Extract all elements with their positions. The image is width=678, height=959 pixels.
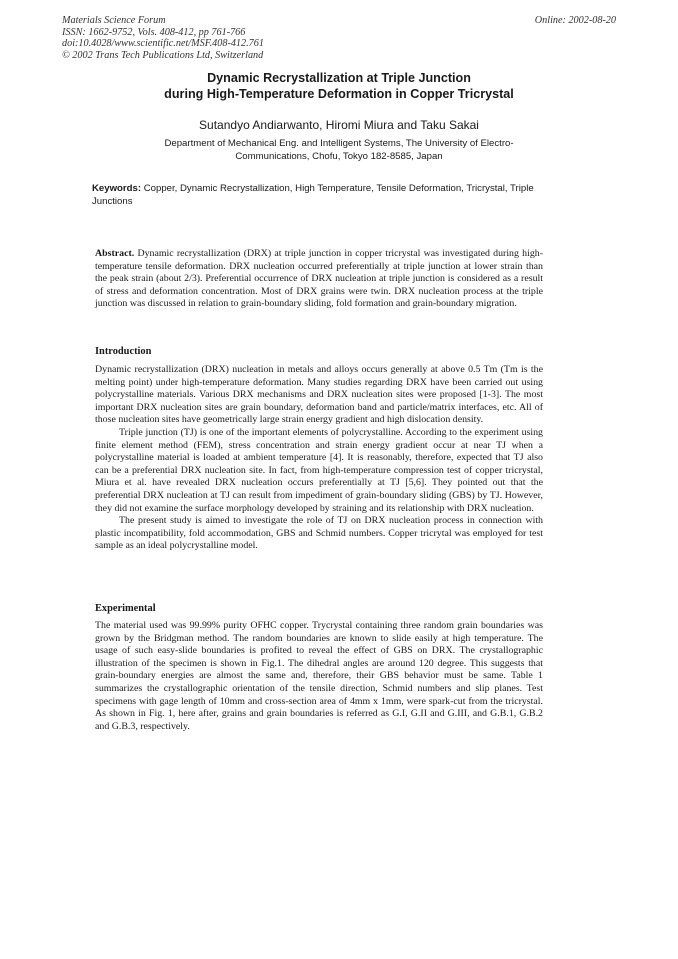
- intro-paragraph-3: The present study is aimed to investigate the role of TJ on DRX nucleation process in connection with plastic incompatibility, fold accommodation, GBS and Schmid numbers. Copper tricrytal was employed for test sample as an ideal polycrystalline model.: [95, 515, 543, 552]
- experimental-heading: Experimental: [95, 603, 156, 614]
- journal-info: [62, 15, 362, 61]
- keywords-label: Keywords:: [92, 183, 142, 194]
- journal-issn: ISSN: 1662-9752, Vols. 408-412, pp 761-766: [62, 26, 246, 38]
- abstract: [95, 248, 543, 311]
- affiliation-line-2: Communications, Chofu, Tokyo 182-8585, Japan: [235, 150, 443, 162]
- paper-authors: Sutandyo Andiarwanto, Hiromi Miura and Taku Sakai: [199, 118, 479, 132]
- abstract-label: Abstract.: [95, 248, 135, 259]
- intro-paragraph-2: Triple junction (TJ) is one of the important elements of polycrystalline. According to the experiment using finite element method (FEM), stress concentration and strain energy gradient occur at near TJ when a polycrystalline material is loaded at ambient temperature [4]. It is reasonably, therefore, expected that TJ also can be a preferential DRX nucleation site. In fact, from high-temperature compression test of copper tricrystal, Miura et al. have revealed DRX nucleation occurs preferentially at TJ [5,6]. They pointed out that the preferential DRX nucleation at TJ can result from impediment of grain-boundary sliding (GBS) by TJ. However, they did not examine the surface morphology developed by straining and its relationship with DRX nucleation.: [95, 426, 543, 514]
- affiliation-line-1: Department of Mechanical Eng. and Intelligent Systems, The University of Electro-: [164, 138, 514, 149]
- experimental-paragraph-1: The material used was 99.99% purity OFHC copper. Trycrystal containing three random grain boundaries was grown by the Bridgman method. The random boundaries are known to slide easily at high temperature. The usage of such easy-slide boundaries is profited to reveal the effect of GBS on DRX. The crystallographic illustration of the specimen is shown in Fig.1. The dihedral angles are around 120 degree. This suggests that grain-boundary energies are almost the same and, therefore, their GBS behavior must be same. Table 1 summarizes the crystallographic orientation of the tensile direction, Schmid numbers and slip planes. Test specimens with gage length of 10mm and cross-section area of 4mm x 1mm, were spark-cut from the tricrystal. As shown in Fig. 1, here after, grains and grain boundaries is referred as G.I, G.II and G.III, and G.B.1, G.B.2 and G.B.3, respectively.: [95, 620, 543, 732]
- title-line-2: during High-Temperature Deformation in Copper Tricrystal: [164, 87, 514, 101]
- intro-paragraph-1: Dynamic recrystallization (DRX) nucleation in metals and alloys occurs generally at above 0.5 Tm (Tm is the melting point) under high-temperature deformation. Many studies regarding DRX have been carried out using polycrystalline materials. Various DRX mechanisms and DRX nucleation sites were proposed [1-3]. The most important DRX nucleation sites are grain boundary, deformation band and particle/matrix interfaces, etc. All of those nucleation sites have geometrically large strain energy gradient and high dislocation density.: [95, 364, 543, 426]
- journal-copyright: © 2002 Trans Tech Publications Ltd, Switzerland: [62, 49, 264, 61]
- online-date: Online: 2002-08-20: [534, 15, 616, 26]
- title-line-1: Dynamic Recrystallization at Triple Junction: [207, 71, 471, 85]
- journal-doi: doi:10.4028/www.scientific.net/MSF.408-412.761: [62, 38, 264, 50]
- abstract-text: Dynamic recrystallization (DRX) at triple junction in copper tricrystal was investigated during high-temperature tensile deformation. DRX nucleation occurred preferentially at triple junction at lower strain than the peak strain (about 2/3). Preferential occurrence of DRX nucleation at triple junction is considered as a result of stress and deformation concentration. Most of DRX grains were twin. DRX nucleation process at the triple junction was discussed in relation to grain-boundary sliding, fold formation and grain-boundary migration.: [95, 248, 544, 310]
- experimental-body: [95, 620, 543, 733]
- introduction-heading: Introduction: [95, 346, 152, 357]
- journal-name: Materials Science Forum: [62, 15, 166, 26]
- affiliation: [62, 138, 616, 163]
- keywords: [92, 182, 552, 208]
- paper-title: [62, 70, 616, 102]
- introduction-body: [95, 364, 543, 553]
- keywords-text: Copper, Dynamic Recrystallization, High Temperature, Tensile Deformation, Tricrystal, Triple Junctions: [92, 183, 534, 207]
